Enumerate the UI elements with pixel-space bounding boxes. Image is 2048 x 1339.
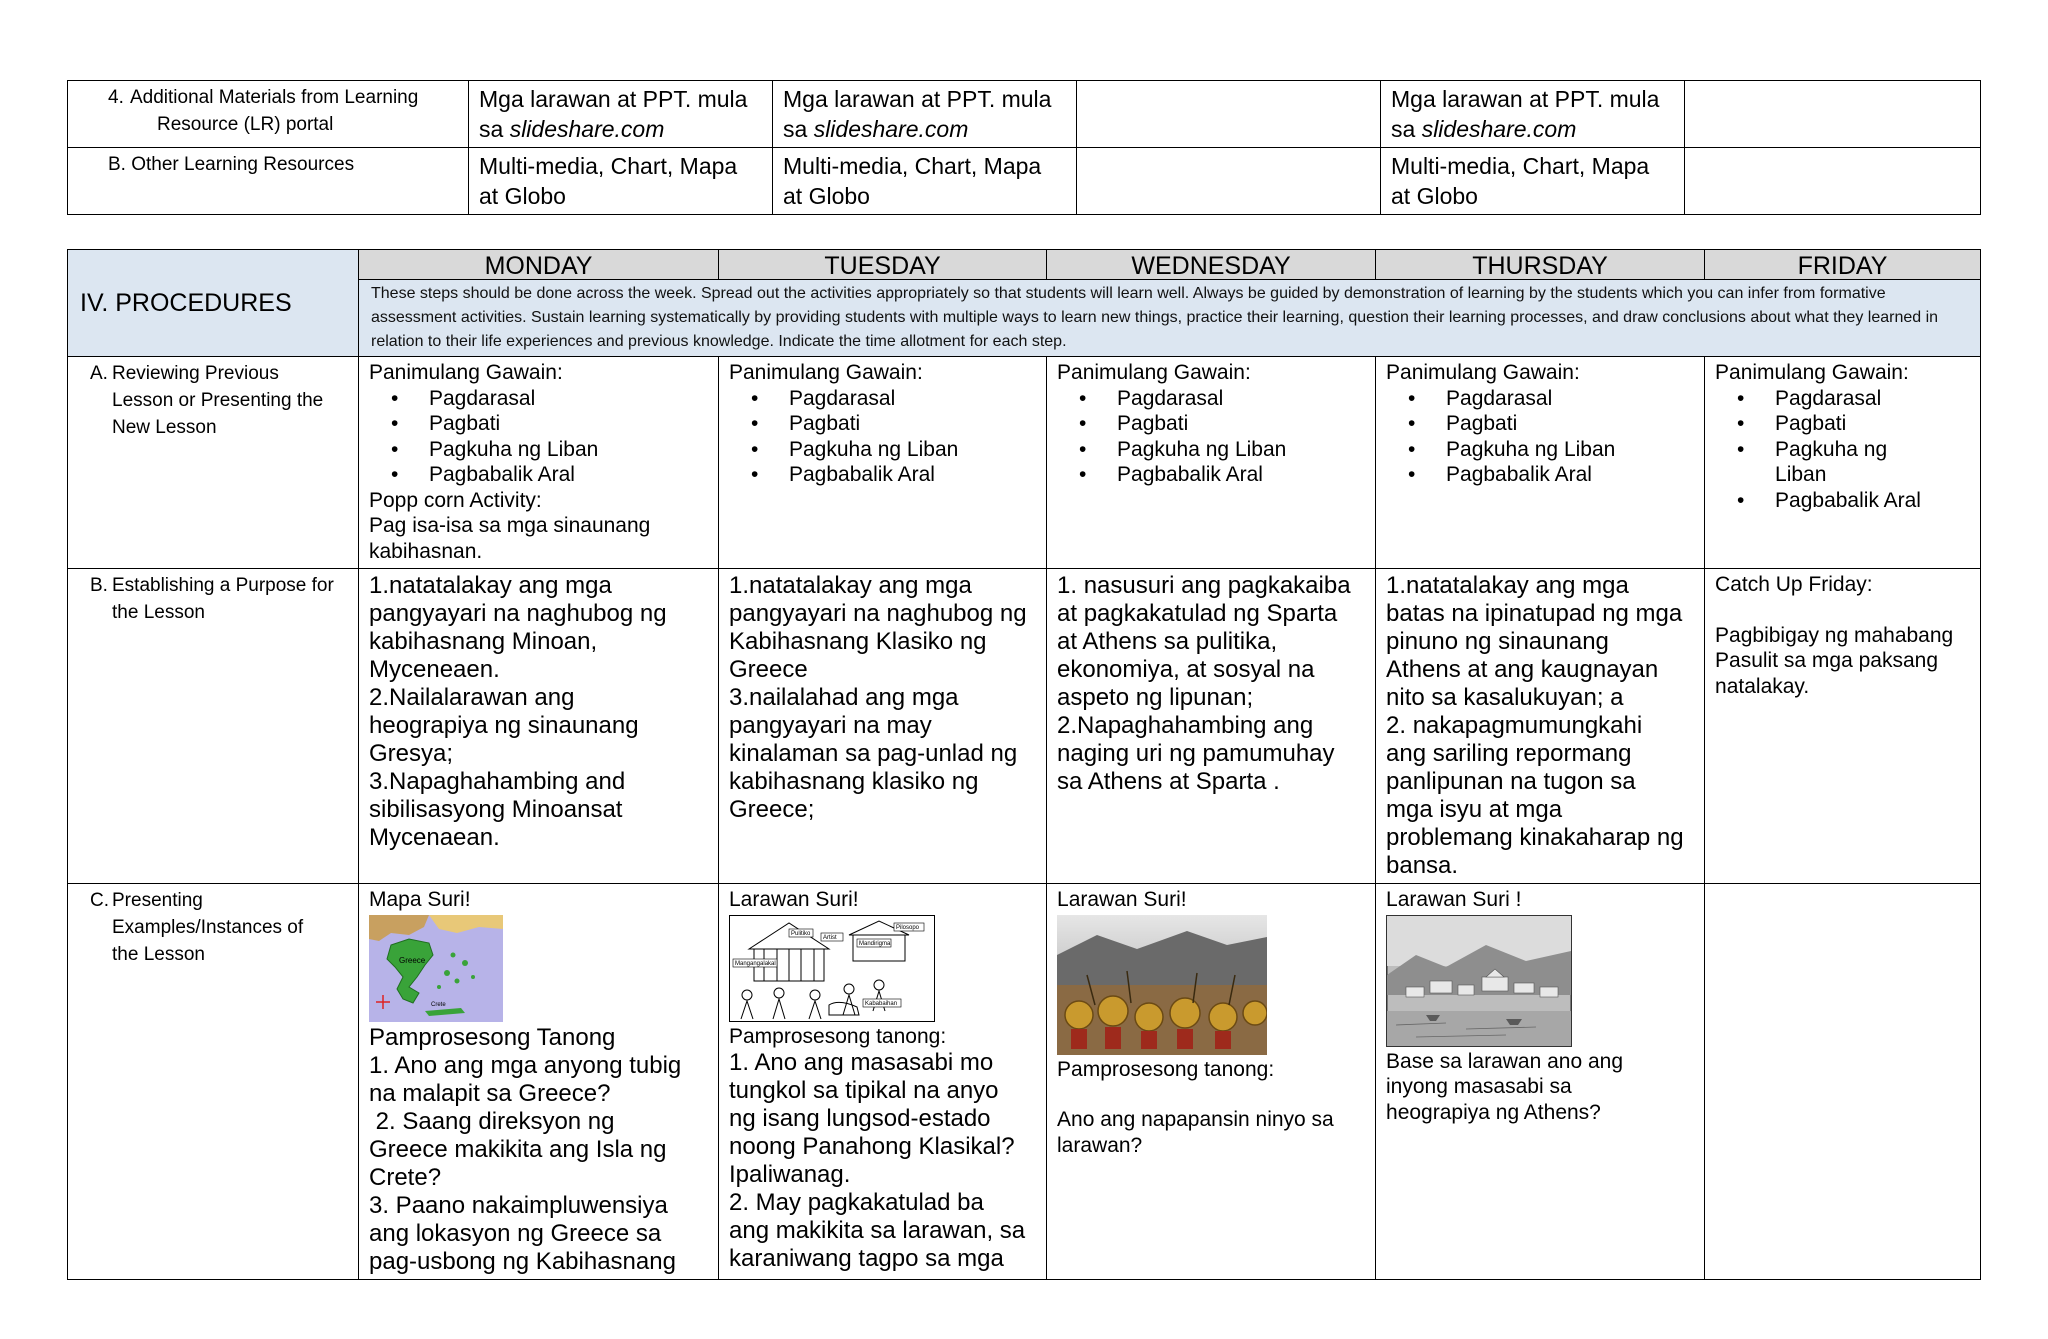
list-item: • Pagbabalik Aral <box>1446 462 1694 488</box>
list-item: • Pagdarasal <box>429 386 708 412</box>
slideshare-link[interactable]: slideshare.com <box>1421 116 1577 142</box>
slideshare-link[interactable]: slideshare.com <box>509 116 665 142</box>
list-item: • Pagbabalik Aral <box>1775 488 1970 514</box>
monday-examples-cell: Mapa Suri! Greece Crete Pamprosesong Tanong 1. Ano ang mga anyong tubig na malapit sa Greece? 2. Saang direksyon ng Greece makikita ang Isla ng Crete? 3. Paano nakaimpluwensiya ang lokasyon ng Greece sa pag-usbong ng Kabihasnang <box>359 884 719 1280</box>
resources-table <box>67 80 1981 215</box>
thursday-resources-cell: Multi-media, Chart, Mapa at Globo <box>1381 148 1685 215</box>
activity-list <box>729 386 1036 488</box>
city-state-drawing-image <box>729 915 935 1022</box>
monday-materials-cell: Mga larawan at PPT. mula sa slideshare.com <box>469 81 773 148</box>
activity-list <box>1386 386 1694 488</box>
thursday-examples-cell: Larawan Suri ! Base sa larawan ano ang inyong masasabi sa heograpiya ng Athens? <box>1376 884 1705 1280</box>
day-header-tuesday: TUESDAY <box>719 250 1047 280</box>
table-row <box>68 884 1981 1280</box>
day-header-friday: FRIDAY <box>1705 250 1981 280</box>
list-item: • Pagbati <box>1446 411 1694 437</box>
list-item: • Pagdarasal <box>789 386 1036 412</box>
monday-purpose-cell: 1.natatalakay ang mga pangyayari na naghubog ng kabihasnang Minoan, Myceneaen. 2.Nailalarawan ang heograpiya ng sinaunang Gresya; 3.Napaghahambing and sibilisasyong Minoansat Mycenaean. <box>359 569 719 884</box>
procedures-table <box>67 249 1981 1280</box>
drawing-label: Mangangalakal <box>735 960 776 967</box>
drawing-label: Pulitiko <box>791 930 811 937</box>
spartan-warriors-image <box>1057 915 1267 1055</box>
greece-map-image <box>369 915 503 1022</box>
other-resources-label: B. Other Learning Resources <box>68 148 469 215</box>
wednesday-purpose-cell: 1. nasusuri ang pagkakaiba at pagkakatulad ng Sparta at Athens sa pulitika, ekonomiya, at sosyal na aspeto ng lipunan; 2.Napaghahambing ang naging uri ng pamumuhay sa Athens at Sparta . <box>1047 569 1376 884</box>
friday-review-cell: Panimulang Gawain: • Pagdarasal • Pagbati • Pagkuha ng Liban • Pagbabalik Aral <box>1705 357 1981 569</box>
list-item: • Pagkuha ng Liban <box>1117 437 1365 463</box>
monday-resources-cell: Multi-media, Chart, Mapa at Globo <box>469 148 773 215</box>
athens-landscape-image <box>1386 915 1572 1047</box>
list-item: • Pagkuha ng Liban <box>789 437 1036 463</box>
wednesday-resources-cell <box>1077 148 1381 215</box>
day-header-monday: MONDAY <box>359 250 719 280</box>
list-item: • Pagdarasal <box>1446 386 1694 412</box>
list-item: • Pagbabalik Aral <box>789 462 1036 488</box>
activity-list <box>1057 386 1365 488</box>
row-label-purpose: B. Establishing a Purpose for the Lesson <box>68 569 359 884</box>
activity-list <box>1715 386 1970 514</box>
additional-materials-label: 4. Additional Materials from Learning Resource (LR) portal <box>68 81 469 148</box>
list-item: • Pagdarasal <box>1775 386 1970 412</box>
map-label: Crete <box>431 1001 446 1008</box>
list-item: • Pagbati <box>1775 411 1970 437</box>
list-item: • Pagbati <box>1117 411 1365 437</box>
procedures-guidance-note: These steps should be done across the week. Spread out the activities appropriately so that students will learn well. Always be guided by demonstration of learning by the students which you can infer from formative assessment activities. Sustain learning systematically by providing students with multiple ways to learn new things, practice their learning, question their learning processes, and draw conclusions about what they learned in relation to their life experiences and previous knowledge. Indicate the time allotment for each step. <box>359 280 1981 357</box>
friday-resources-cell <box>1685 148 1981 215</box>
slideshare-link[interactable]: slideshare.com <box>813 116 969 142</box>
list-item: • Pagbati <box>789 411 1036 437</box>
table-row <box>68 357 1981 569</box>
map-label: Greece <box>399 955 426 965</box>
wednesday-materials-cell <box>1077 81 1381 148</box>
drawing-label: Mandirigma <box>859 940 891 947</box>
row-label-examples: C. Presenting Examples/Instances of the Lesson <box>68 884 359 1280</box>
friday-examples-cell <box>1705 884 1981 1280</box>
friday-purpose-cell: Catch Up Friday: Pagbibigay ng mahabang Pasulit sa mga paksang natalakay. <box>1705 569 1981 884</box>
table-row <box>68 250 1981 280</box>
wednesday-review-cell: Panimulang Gawain: • Pagdarasal • Pagbati • Pagkuha ng Liban • Pagbabalik Aral <box>1047 357 1376 569</box>
list-item: • Pagbabalik Aral <box>429 462 708 488</box>
table-row <box>68 569 1981 884</box>
list-item: • Pagdarasal <box>1117 386 1365 412</box>
thursday-purpose-cell: 1.natatalakay ang mga batas na ipinatupad ng mga pinuno ng sinaunang Athens at ang kaugnayan nito sa kasalukuyan; a 2. nakapagmumungkahi ang sariling repormang panlipunan na tugon sa mga isyu at mga problemang kinakaharap ng bansa. <box>1376 569 1705 884</box>
day-header-thursday: THURSDAY <box>1376 250 1705 280</box>
table-row <box>68 81 1981 148</box>
monday-review-cell: Panimulang Gawain: • Pagdarasal • Pagbati • Pagkuha ng Liban • Pagbabalik Aral Popp corn Activity: Pag isa-isa sa mga sinaunang kabihasnan. <box>359 357 719 569</box>
tuesday-review-cell: Panimulang Gawain: • Pagdarasal • Pagbati • Pagkuha ng Liban • Pagbabalik Aral <box>719 357 1047 569</box>
list-item: • Pagkuha ng Liban <box>429 437 708 463</box>
tuesday-materials-cell: Mga larawan at PPT. mula sa slideshare.com <box>773 81 1077 148</box>
drawing-label: Artist <box>823 934 837 941</box>
tuesday-resources-cell: Multi-media, Chart, Mapa at Globo <box>773 148 1077 215</box>
thursday-review-cell: Panimulang Gawain: • Pagdarasal • Pagbati • Pagkuha ng Liban • Pagbabalik Aral <box>1376 357 1705 569</box>
thursday-materials-cell: Mga larawan at PPT. mula sa slideshare.com <box>1381 81 1685 148</box>
list-item: • Pagkuha ng Liban <box>1775 437 1970 488</box>
table-row <box>68 148 1981 215</box>
list-item: • Pagkuha ng Liban <box>1446 437 1694 463</box>
tuesday-examples-cell: Larawan Suri! Pulitiko Artist Mandirigma Pilosopo Mangangalakal Kababaihan Pamprosesong tanong: 1. Ano ang masasabi mo tungkol sa tipikal na anyo ng isang lungsod-estado noong Panahong Klasikal? Ipaliwanag. 2. May pagkakatulad ba ang makikita sa larawan, sa karaniwang tagpo sa mga <box>719 884 1047 1280</box>
drawing-label: Kababaihan <box>865 1000 898 1007</box>
drawing-label: Pilosopo <box>896 924 920 931</box>
list-item: • Pagbati <box>429 411 708 437</box>
activity-list <box>369 386 708 488</box>
row-label-reviewing: A. Reviewing Previous Lesson or Presenting the New Lesson <box>68 357 359 569</box>
tuesday-purpose-cell: 1.natatalakay ang mga pangyayari na naghubog ng Kabihasnang Klasiko ng Greece 3.nailalahad ang mga pangyayari na may kinalaman sa pag-unlad ng kabihasnang klasiko ng Greece; <box>719 569 1047 884</box>
wednesday-examples-cell: Larawan Suri! Pamprosesong tanong: Ano ang napapansin ninyo sa larawan? <box>1047 884 1376 1280</box>
procedures-heading: IV. PROCEDURES <box>68 250 359 357</box>
day-header-wednesday: WEDNESDAY <box>1047 250 1376 280</box>
list-item: • Pagbabalik Aral <box>1117 462 1365 488</box>
friday-materials-cell <box>1685 81 1981 148</box>
